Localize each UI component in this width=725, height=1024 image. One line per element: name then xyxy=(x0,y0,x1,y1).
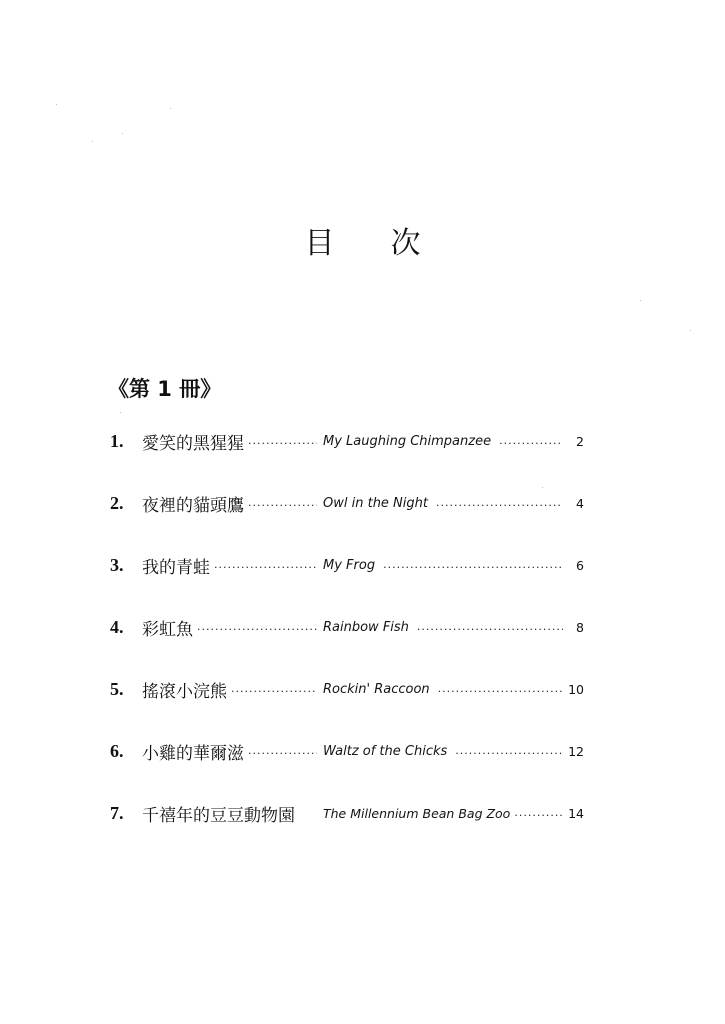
entry-page-number: 12 xyxy=(568,743,584,759)
toc-entry[interactable] xyxy=(110,736,590,766)
toc-entry[interactable] xyxy=(110,674,590,704)
scan-speck xyxy=(542,487,543,488)
entry-chinese-title: 我的青蛙 xyxy=(142,557,210,578)
entry-page-number: 2 xyxy=(576,433,584,449)
entry-chinese-title: 彩虹魚 xyxy=(142,619,193,640)
toc-entry[interactable] xyxy=(110,612,590,642)
dot-leader xyxy=(248,748,317,759)
page-title xyxy=(0,218,725,262)
dot-leader xyxy=(231,686,317,697)
toc-entry[interactable] xyxy=(110,798,590,828)
dot-leader xyxy=(383,562,563,573)
volume-heading: 《第 1 冊》 xyxy=(108,377,222,401)
scan-speck xyxy=(122,133,123,134)
entry-english-title: Waltz of the Chicks xyxy=(323,743,448,759)
dot-leader xyxy=(499,438,563,449)
entry-chinese-title: 愛笑的黑猩猩 xyxy=(142,433,244,454)
dot-leader xyxy=(514,810,563,821)
scan-speck xyxy=(120,412,121,413)
dot-leader xyxy=(438,686,563,697)
entry-number: 4. xyxy=(110,616,124,637)
toc-entry[interactable] xyxy=(110,488,590,518)
entry-number: 3. xyxy=(110,554,124,575)
entry-number: 1. xyxy=(110,430,124,451)
entry-number: 2. xyxy=(110,492,124,513)
page-title-char-2: 次 xyxy=(390,226,421,261)
entry-chinese-title: 小雞的華爾滋 xyxy=(142,743,244,764)
dot-leader xyxy=(436,500,563,511)
scan-speck xyxy=(56,104,57,105)
entry-chinese-title: 夜裡的貓頭鷹 xyxy=(142,495,244,516)
scan-speck xyxy=(690,330,691,331)
entry-chinese-title: 千禧年的豆豆動物園 xyxy=(142,805,295,826)
scan-speck xyxy=(92,141,93,142)
entry-page-number: 8 xyxy=(576,619,584,635)
entry-english-title: Rockin' Raccoon xyxy=(323,681,430,697)
entry-english-title: My Frog xyxy=(323,557,376,573)
dot-leader xyxy=(455,748,563,759)
dot-leader xyxy=(248,438,317,449)
entry-english-title: The Millennium Bean Bag Zoo xyxy=(323,805,511,821)
entry-english-title: Owl in the Night xyxy=(323,495,428,511)
entry-number: 6. xyxy=(110,740,124,761)
entry-english-title: Rainbow Fish xyxy=(323,619,409,635)
entry-english-title: My Laughing Chimpanzee xyxy=(323,433,492,449)
entry-number: 5. xyxy=(110,678,124,699)
toc-entry[interactable] xyxy=(110,550,590,580)
page-title-char-1: 目 xyxy=(304,226,335,261)
scan-speck xyxy=(170,108,171,109)
entry-number: 7. xyxy=(110,802,124,823)
scan-speck xyxy=(640,300,641,301)
dot-leader xyxy=(248,500,317,511)
entry-page-number: 10 xyxy=(568,681,584,697)
entry-page-number: 6 xyxy=(576,557,584,573)
entry-page-number: 14 xyxy=(568,805,584,821)
dot-leader xyxy=(214,562,317,573)
entry-chinese-title: 搖滾小浣熊 xyxy=(142,681,227,702)
toc-entry[interactable] xyxy=(110,426,590,456)
dot-leader xyxy=(417,624,563,635)
dot-leader xyxy=(197,624,317,635)
entry-page-number: 4 xyxy=(576,495,584,511)
